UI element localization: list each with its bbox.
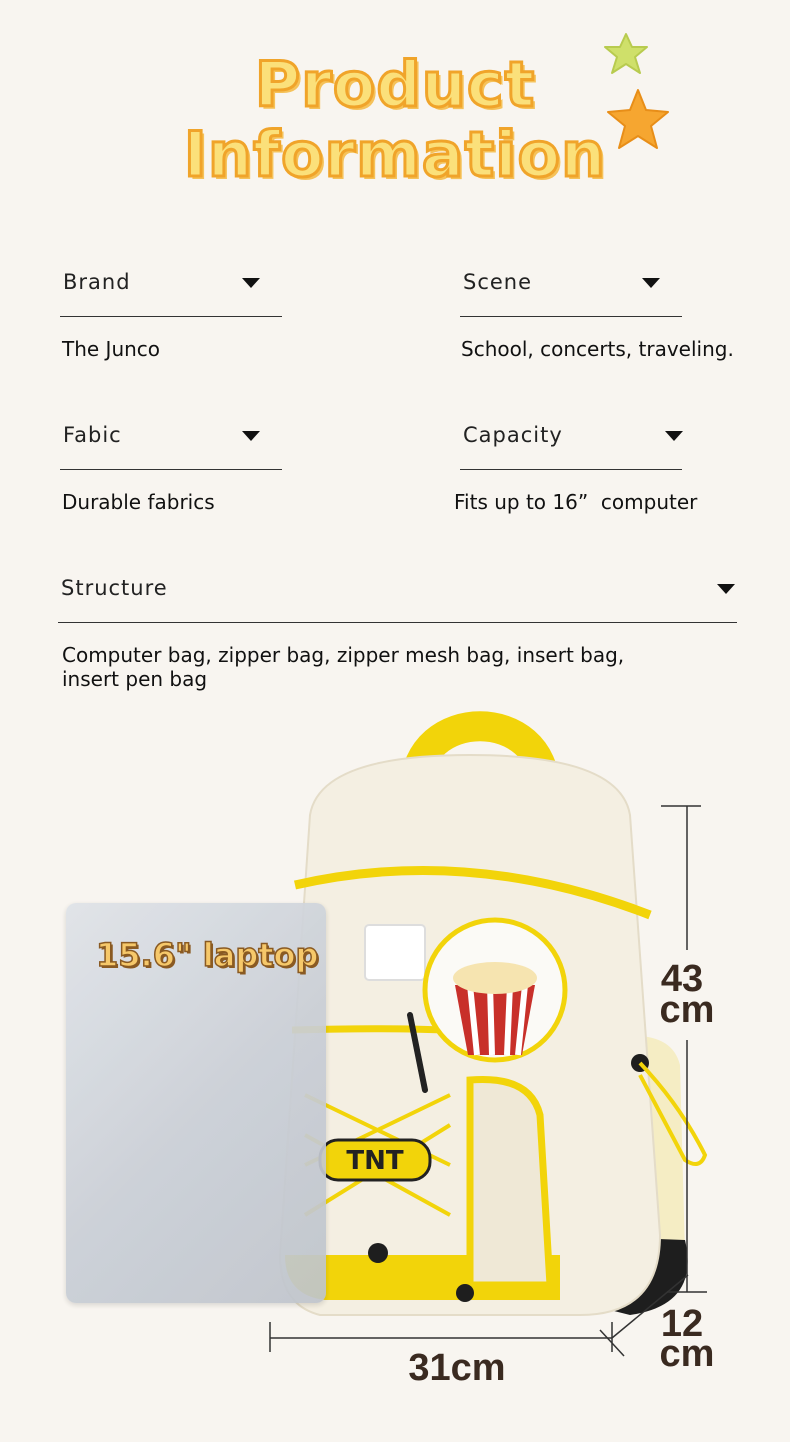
fabric-value: Durable fabrics — [62, 490, 215, 514]
height-value: 43 — [660, 958, 704, 1000]
fabric-label: Fabic — [63, 423, 122, 447]
title-line-1: Product — [254, 48, 536, 121]
laptop-size-label: 15.6" laptop — [96, 936, 319, 974]
capacity-label: Capacity — [463, 423, 563, 447]
brand-value: The Junco — [62, 337, 161, 361]
depth-unit: cm — [659, 1333, 715, 1375]
scene-label: Scene — [463, 270, 533, 294]
structure-value-line-2: insert pen bag — [62, 667, 208, 691]
brand-label: Brand — [63, 270, 131, 294]
title-line-2: Information — [183, 118, 607, 191]
height-unit: cm — [659, 989, 715, 1031]
width-label: 31cm — [408, 1347, 506, 1389]
tnt-badge-text: TNT — [346, 1146, 404, 1176]
structure-value-line-1: Computer bag, zipper bag, zipper mesh bag, insert bag, — [62, 643, 625, 667]
depth-value: 12 — [660, 1303, 704, 1345]
scene-value: School, concerts, traveling. — [461, 337, 734, 361]
capacity-value: Fits up to 16” computer — [454, 490, 698, 514]
structure-label: Structure — [61, 576, 168, 600]
